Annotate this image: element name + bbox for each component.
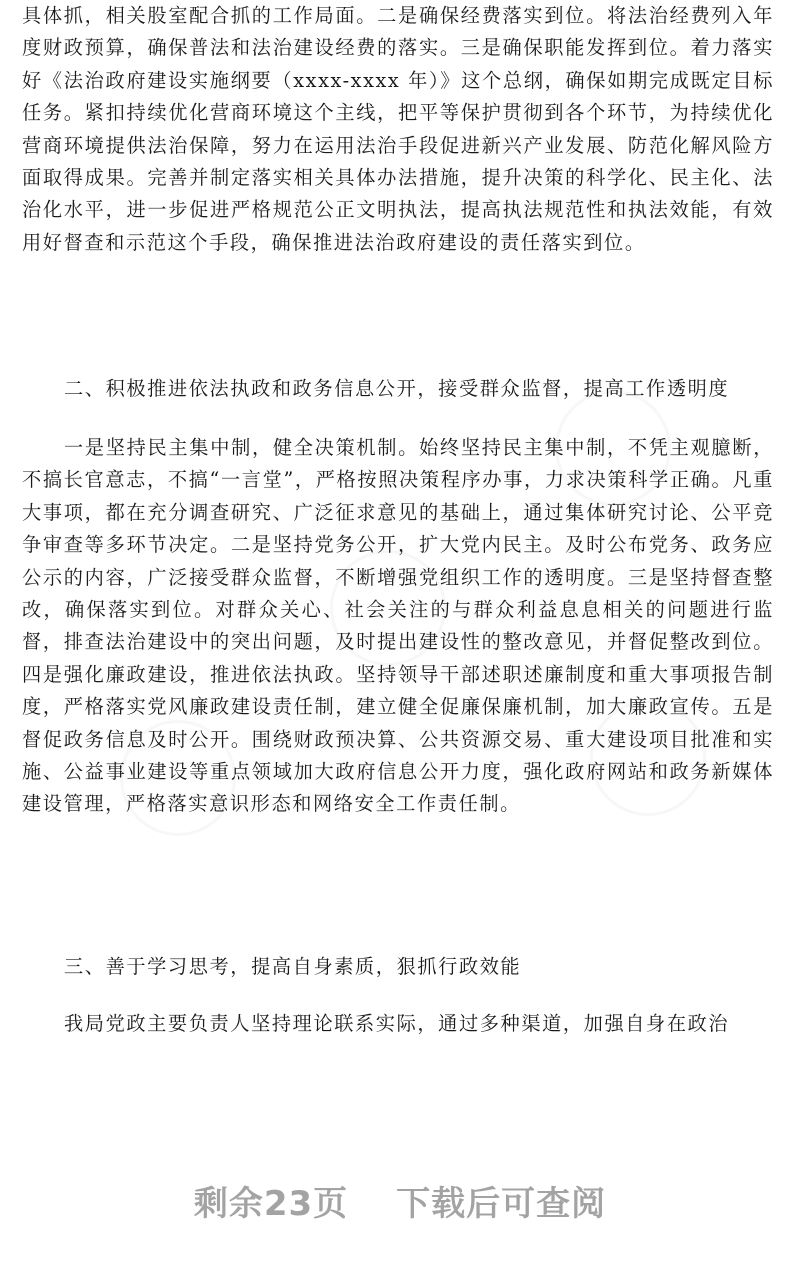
- section-heading: 三、善于学习思考，提高自身素质，狠抓行政效能: [64, 955, 522, 978]
- remaining-pages-label: 剩余23页: [193, 1184, 349, 1224]
- section-heading: 二、积极推进依法执政和政务信息公开，接受群众监督，提高工作透明度: [64, 377, 730, 400]
- body-paragraph: 一是坚持民主集中制，健全决策机制。始终坚持民主集中制，不凭主观臆断，不搞长官意志，不搞“一言堂”，严格按照决策程序办事，力求决策科学正确。凡重大事项，都在充分调查研究、广泛征求意见的基础上，通过集体研究讨论、公平竞争审查等多环节决定。二是坚持党务公开，扩大党内民主。及时公布党务、政务应公示的内容，广泛接受群众监督，不断增强党组织工作的透明度。三是坚持督查整改，确保落实到位。对群众关心、社会关注的与群众利益息息相关的问题进行监督，排查法治建设中的突出问题，及时提出建设性的整改意见，并督促整改到位。四是强化廉政建设，推进依法执政。坚持领导干部述职述廉制度和重大事项报告制度，严格落实党风廉政建设责任制，建立健全促廉保廉机制，加大廉政宣传。五是督促政务信息及时公开。围绕财政预决算、公共资源交易、重大建设项目批准和实施、公益事业建设等重点领域加大政府信息公开力度，强化政府网站和政务新媒体建设管理，严格落实意识形态和网络安全工作责任制。: [22, 436, 774, 816]
- body-paragraph: 我局党政主要负责人坚持理论联系实际，通过多种渠道，加强自身在政治: [64, 1012, 730, 1035]
- download-prompt[interactable]: [0, 1176, 800, 1225]
- body-paragraph: 具体抓，相关股室配合抓的工作局面。二是确保经费落实到位。将法治经费列入年度财政预算，确保普法和法治建设经费的落实。三是确保职能发挥到位。着力落实好《法治政府建设实施纲要（xxxx-xxxx 年）》这个总纲，确保如期完成既定目标任务。紧扣持续优化营商环境这个主线，把平等保护贯彻到各个环节，为持续优化营商环境提供法治保障，努力在运用法治手段促进新兴产业发展、防范化解风险方面取得成果。完善并制定落实相关具体办法措施，提升决策的科学化、民主化、法治化水平，进一步促进严格规范公正文明执法，提高执法规范性和执法效能，有效用好督查和示范这个手段，确保推进法治政府建设的责任落实到位。: [22, 4, 774, 254]
- download-to-view-label: 下载后可查阅: [396, 1184, 607, 1224]
